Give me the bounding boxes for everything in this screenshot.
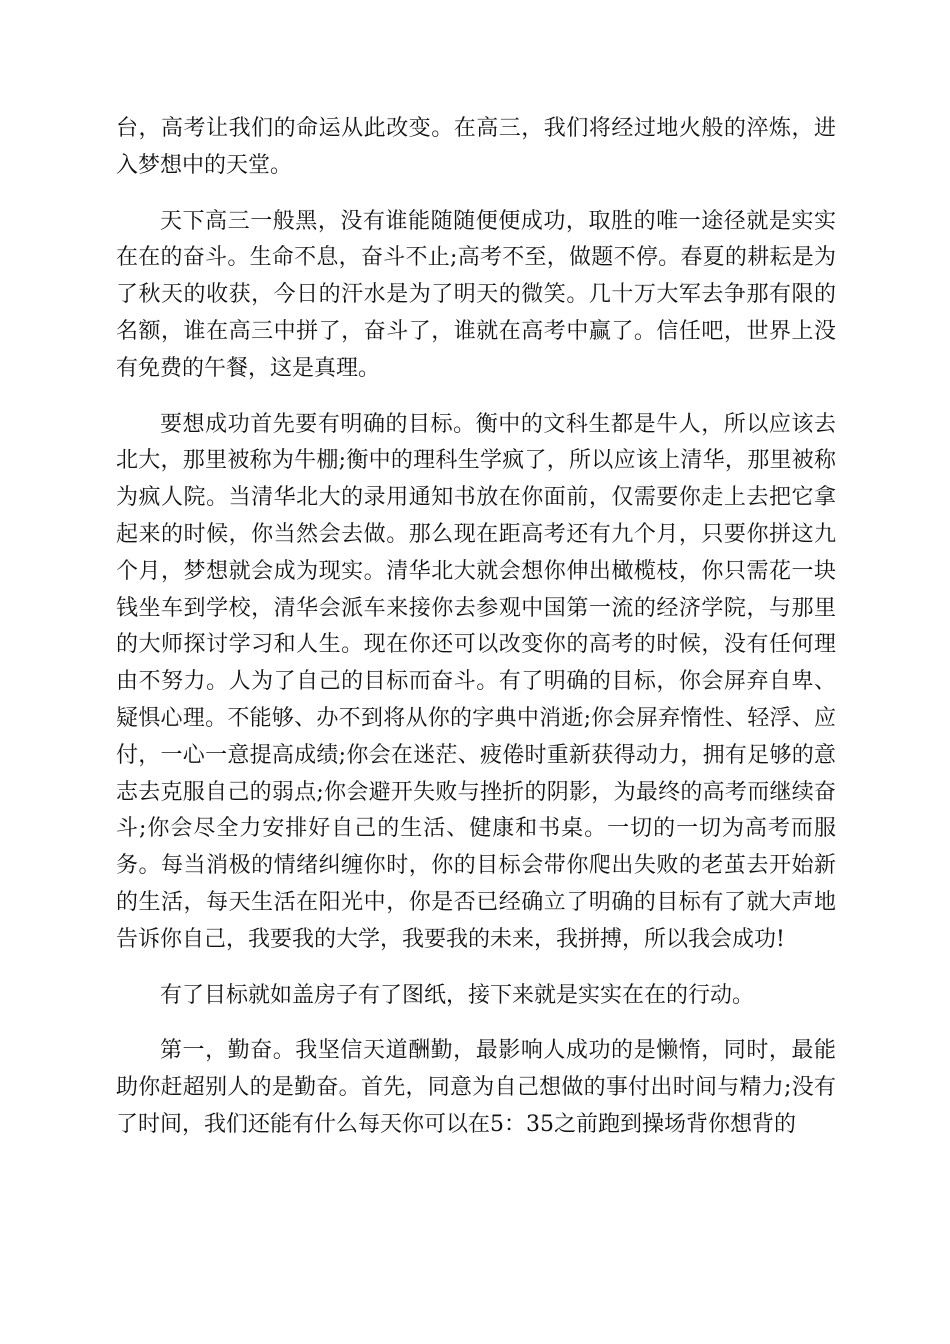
- paragraph-1: 台，高考让我们的命运从此改变。在高三，我们将经过地火般的淬炼，进入梦想中的天堂。: [116, 116, 836, 178]
- paragraph-3: 要想成功首先要有明确的目标。衡中的文科生都是牛人，所以应该去北大，那里被称为牛棚;衡中的理科生学疯了，所以应该上清华，那里被称为疯人院。当清华北大的录用通知书放在你面前，仅需要你走上去把它拿起来的时候，你当然会去做。那么现在距高考还有九个月，只要你拼这九个月，梦想就会成为现实。清华北大就会想你伸出橄榄枝，你只需花一块钱坐车到学校，清华会派车来接你去参观中国第一流的经济学院，与那里的大师探讨学习和人生。现在你还可以改变你的高考的时候，没有任何理由不努力。人为了自己的目标而奋斗。有了明确的目标，你会屏弃自卑、疑惧心理。不能够、办不到将从你的字典中消逝;你会屏弃惰性、轻浮、应付，一心一意提高成绩;你会在迷茫、疲倦时重新获得动力，拥有足够的意志去克服自己的弱点;你会避开失败与挫折的阴影，为最终的高考而继续奋斗;你会尽全力安排好自己的生活、健康和书桌。一切的一切为高考而服务。每当消极的情绪纠缠你时，你的目标会带你爬出失败的老茧去开始新的生活，每天生活在阳光中，你是否已经确立了明确的目标有了就大声地告诉你自己，我要我的大学，我要我的未来，我拼搏，所以我会成功!: [116, 411, 836, 952]
- paragraph-5: 第一，勤奋。我坚信天道酬勤，最影响人成功的是懒惰，同时，最能助你赶超别人的是勤奋。首先，同意为自己想做的事付出时间与精力;没有了时间，我们还能有什么每天你可以在5：35之前跑到操场背你想背的: [116, 1038, 836, 1137]
- paragraph-4: 有了目标就如盖房子有了图纸，接下来就是实实在在的行动。: [160, 982, 755, 1008]
- document-page: [116, 111, 836, 1144]
- paragraph-2: 天下高三一般黑，没有谁能随随便便成功，取胜的唯一途径就是实实在在的奋斗。生命不息，奋斗不止;高考不至，做题不停。春夏的耕耘是为了秋天的收获，今日的汗水是为了明天的微笑。几十万大军去争那有限的名额，谁在高三中拼了，奋斗了，谁就在高考中赢了。信任吧，世界上没有免费的午餐，这是真理。: [116, 208, 836, 381]
